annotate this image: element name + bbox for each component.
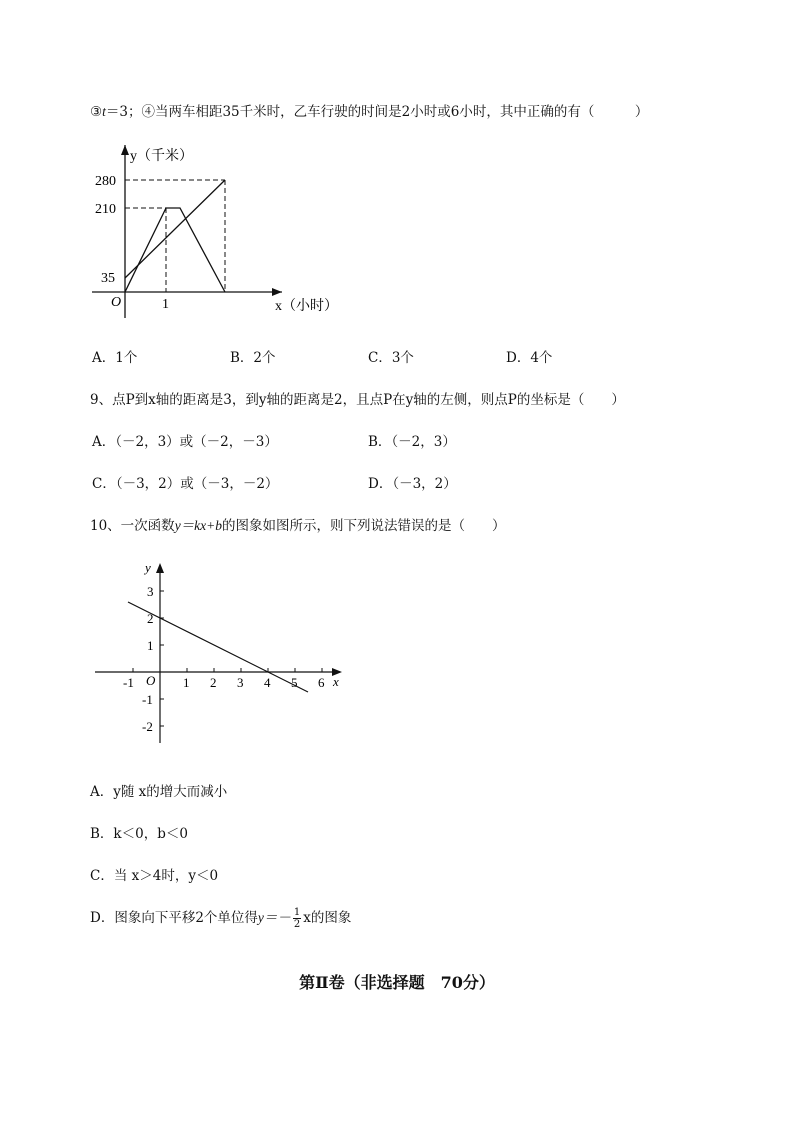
- tick-210: 210: [95, 202, 116, 217]
- x-tick-3: 3: [237, 675, 244, 690]
- q10-text: [90, 514, 506, 534]
- linear-function-graph: [90, 558, 350, 750]
- q10-option-c[interactable]: C．当 x＞4时，y＜0: [90, 868, 219, 884]
- y-tick-neg2: -2: [142, 719, 153, 734]
- q8-option-b[interactable]: B．2个: [230, 350, 276, 366]
- q8-statement-line: [90, 100, 648, 120]
- q9-option-d[interactable]: D．（－3，2）: [368, 476, 457, 492]
- q10-option-b[interactable]: B．k＜0，b＜0: [90, 826, 188, 842]
- var-t: t: [102, 104, 106, 119]
- x-tick-neg1: -1: [123, 675, 134, 690]
- fraction-denominator: 2: [293, 919, 301, 930]
- q9-option-b[interactable]: B．（－2，3）: [368, 434, 456, 450]
- y-tick-1: 1: [147, 638, 154, 653]
- q8-option-a[interactable]: A．1个: [92, 350, 138, 366]
- tick-35: 35: [101, 271, 115, 286]
- x-tick-2: 2: [210, 675, 217, 690]
- y-axis-label: y: [145, 560, 151, 575]
- tick-280: 280: [95, 174, 116, 189]
- q10-d-post: x的图象: [303, 910, 352, 926]
- distance-time-graph: [90, 140, 370, 330]
- tick-x-1: 1: [162, 297, 169, 312]
- x-tick-4: 4: [264, 675, 271, 690]
- section-title: 第Ⅱ卷（非选择题 70分）: [299, 973, 495, 992]
- x-tick-6: 6: [318, 675, 325, 690]
- origin-label: O: [146, 673, 156, 688]
- y-axis-label: y（千米）: [130, 149, 193, 164]
- circled-3: ③: [90, 104, 103, 120]
- q10-option-a[interactable]: A．y随 x的增大而减小: [90, 784, 228, 800]
- y-tick-2: 2: [147, 611, 154, 626]
- x-axis-label: x: [333, 674, 339, 689]
- car-a-line: [125, 208, 225, 292]
- q10-d-pre: D．图象向下平移2个单位得: [90, 910, 258, 926]
- q8-option-c[interactable]: C．3个: [368, 350, 414, 366]
- x-axis-label: x（小时）: [275, 299, 338, 314]
- fraction-half: [293, 907, 301, 930]
- y-tick-neg1: -1: [142, 692, 153, 707]
- eq-3: ＝3；: [105, 104, 142, 120]
- q9-option-c[interactable]: C．（－3，2）或（－3，－2）: [92, 476, 279, 492]
- q10-text-post: 的图象如图所示，则下列说法错误的是（ ）: [222, 518, 506, 534]
- fraction-numerator: 1: [293, 907, 301, 918]
- q9-option-a[interactable]: A．（－2，3）或（－2，－3）: [92, 434, 278, 450]
- q8-option-d[interactable]: D．4个: [506, 350, 553, 366]
- q10-formula: y＝kx+b: [174, 518, 223, 533]
- q10-text-pre: 10、一次函数: [90, 518, 175, 534]
- origin-label: O: [111, 295, 122, 310]
- x-tick-5: 5: [291, 675, 298, 690]
- statement-4: ④当两车相距35千米时，乙车行驶的时间是2小时或6小时，其中正确的有（ ）: [141, 104, 649, 120]
- q10-option-d[interactable]: [90, 906, 351, 930]
- q9-text: 9、点P到x轴的距离是3，到y轴的距离是2，且点P在y轴的左侧，则点P的坐标是（ ）: [90, 392, 625, 408]
- y-tick-3: 3: [147, 584, 154, 599]
- x-tick-1: 1: [183, 675, 190, 690]
- q10-d-y: y＝－: [257, 910, 291, 925]
